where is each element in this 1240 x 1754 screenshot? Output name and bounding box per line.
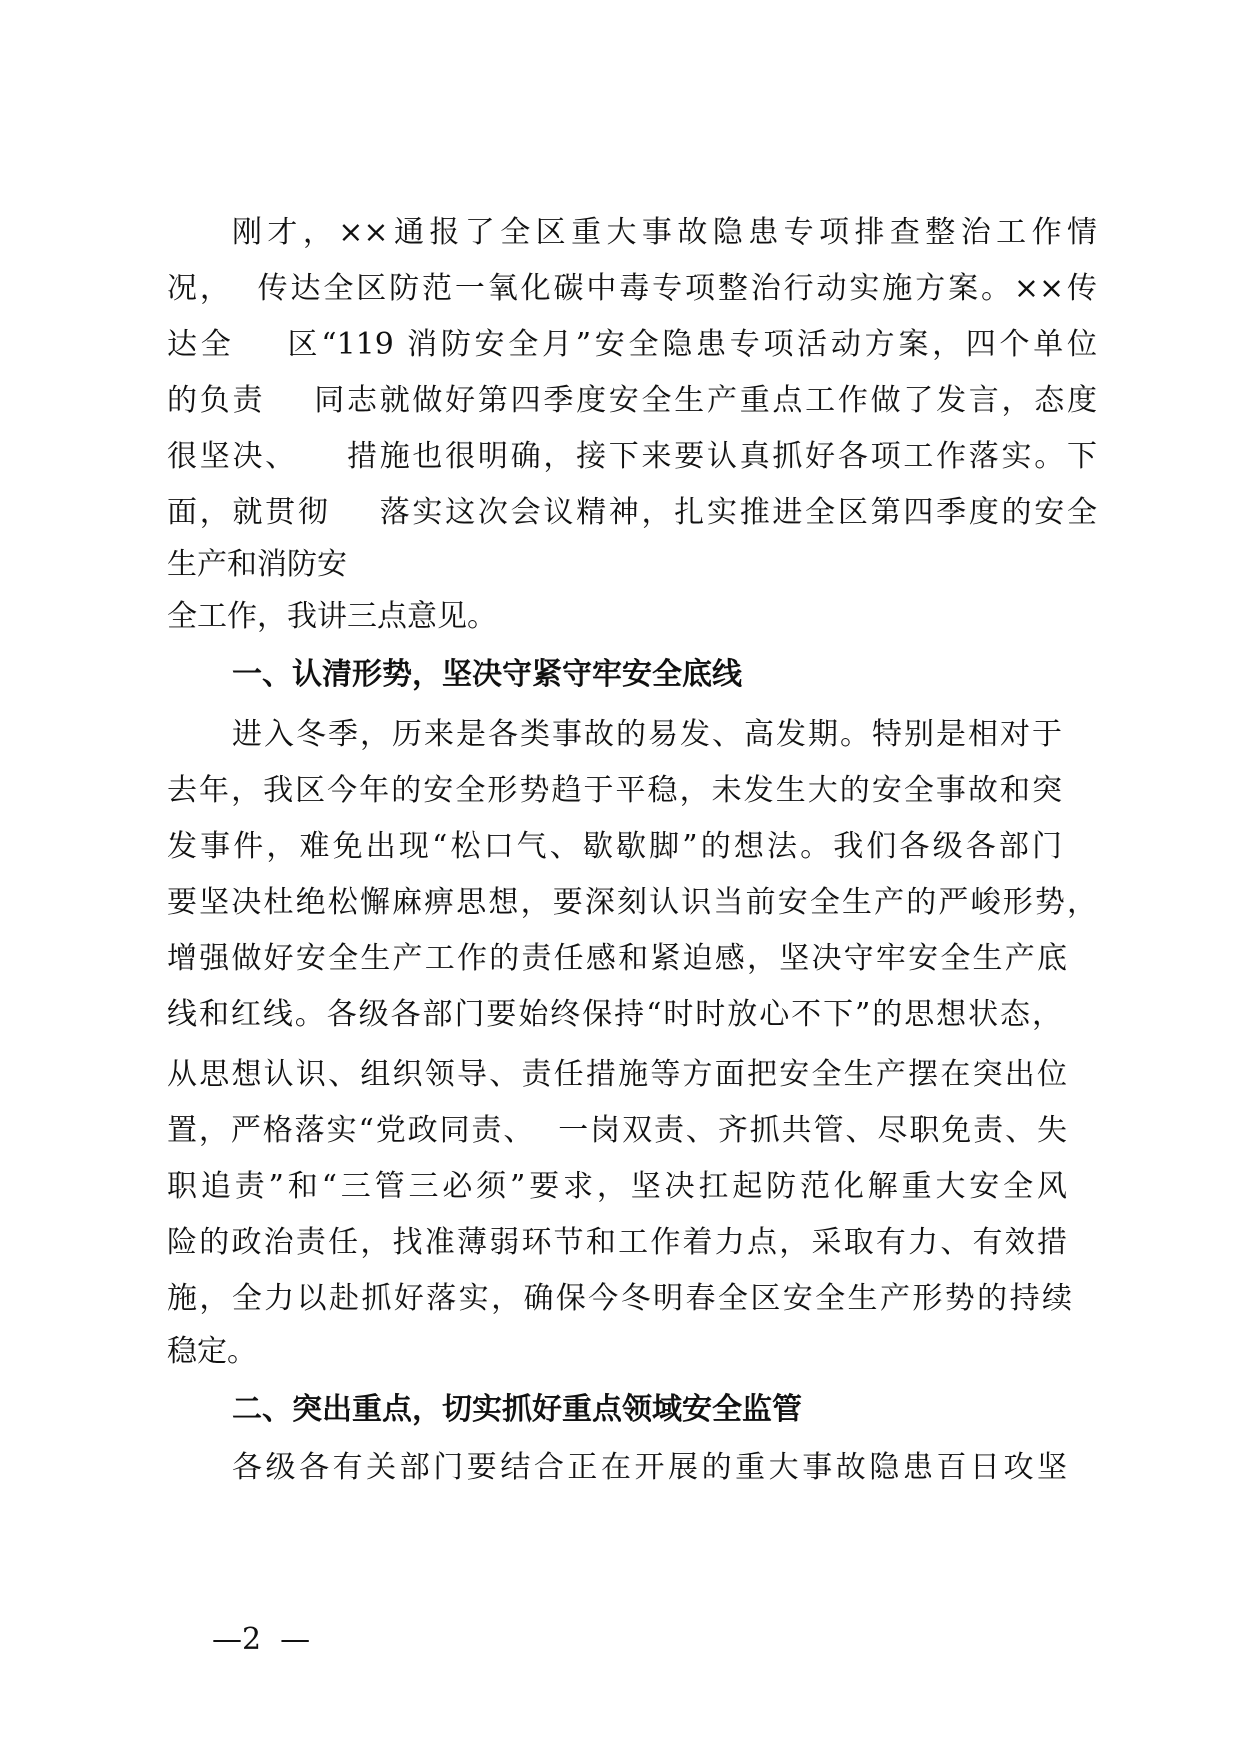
paragraph2-line-9: 职追责”和“三管三必须”要求，坚决扛起防范化解重大安全风 [167, 1169, 1067, 1204]
paragraph2-line-7: 从思想认识、组织领导、责任措施等方面把安全生产摆在突出位 [167, 1057, 1067, 1092]
paragraph1-line-3: 达全 区“119 消防安全月”安全隐患专项活动方案，四个单位 [167, 327, 1097, 362]
section-heading-1: 一、认清形势，坚决守紧守牢安全底线 [232, 657, 742, 692]
paragraph1-line-2: 况， 传达全区防范一氧化碳中毒专项整治行动实施方案。××传 [167, 271, 1097, 306]
paragraph2-line-3: 发事件，难免出现“松口气、歇歇脚”的想法。我们各级各部门 [167, 829, 1062, 864]
paragraph1-line-1: 刚才，××通报了全区重大事故隐患专项排查整治工作情 [232, 215, 1097, 250]
paragraph2-line-1: 进入冬季，历来是各类事故的易发、高发期。特别是相对于 [232, 717, 1062, 752]
paragraph1-line-4: 的负责 同志就做好第四季度安全生产重点工作做了发言，态度 [167, 383, 1097, 418]
paragraph1-line-7: 生产和消防安 [167, 547, 347, 582]
paragraph1-line-6: 面，就贯彻 落实这次会议精神，扎实推进全区第四季度的安全 [167, 495, 1097, 530]
paragraph2-line-10: 险的政治责任，找准薄弱环节和工作着力点，采取有力、有效措 [167, 1225, 1067, 1260]
paragraph2-line-6: 线和红线。各级各部门要始终保持“时时放心不下”的思想状态， [167, 997, 1062, 1032]
paragraph2-line-11: 施，全力以赴抓好落实，确保今冬明春全区安全生产形势的持续 [167, 1281, 1072, 1316]
paragraph2-line-5: 增强做好安全生产工作的责任感和紧迫感，坚决守牢安全生产底 [167, 941, 1067, 976]
paragraph2-line-12: 稳定。 [167, 1334, 257, 1369]
paragraph2-line-4: 要坚决杜绝松懈麻痹思想，要深刻认识当前安全生产的严峻形势， [167, 885, 1097, 920]
paragraph1-line-5: 很坚决、 措施也很明确，接下来要认真抓好各项工作落实。下 [167, 439, 1097, 474]
section-heading-2: 二、突出重点，切实抓好重点领域安全监管 [232, 1392, 802, 1427]
paragraph1-line-8: 全工作，我讲三点意见。 [167, 599, 497, 634]
paragraph3-line-1: 各级各有关部门要结合正在开展的重大事故隐患百日攻坚 [232, 1450, 1067, 1485]
paragraph2-line-8: 置，严格落实“党政同责、 一岗双责、齐抓共管、尽职免责、失 [167, 1113, 1067, 1148]
paragraph2-line-2: 去年，我区今年的安全形势趋于平稳，未发生大的安全事故和突 [167, 773, 1062, 808]
page-number: —2 — [212, 1622, 311, 1657]
